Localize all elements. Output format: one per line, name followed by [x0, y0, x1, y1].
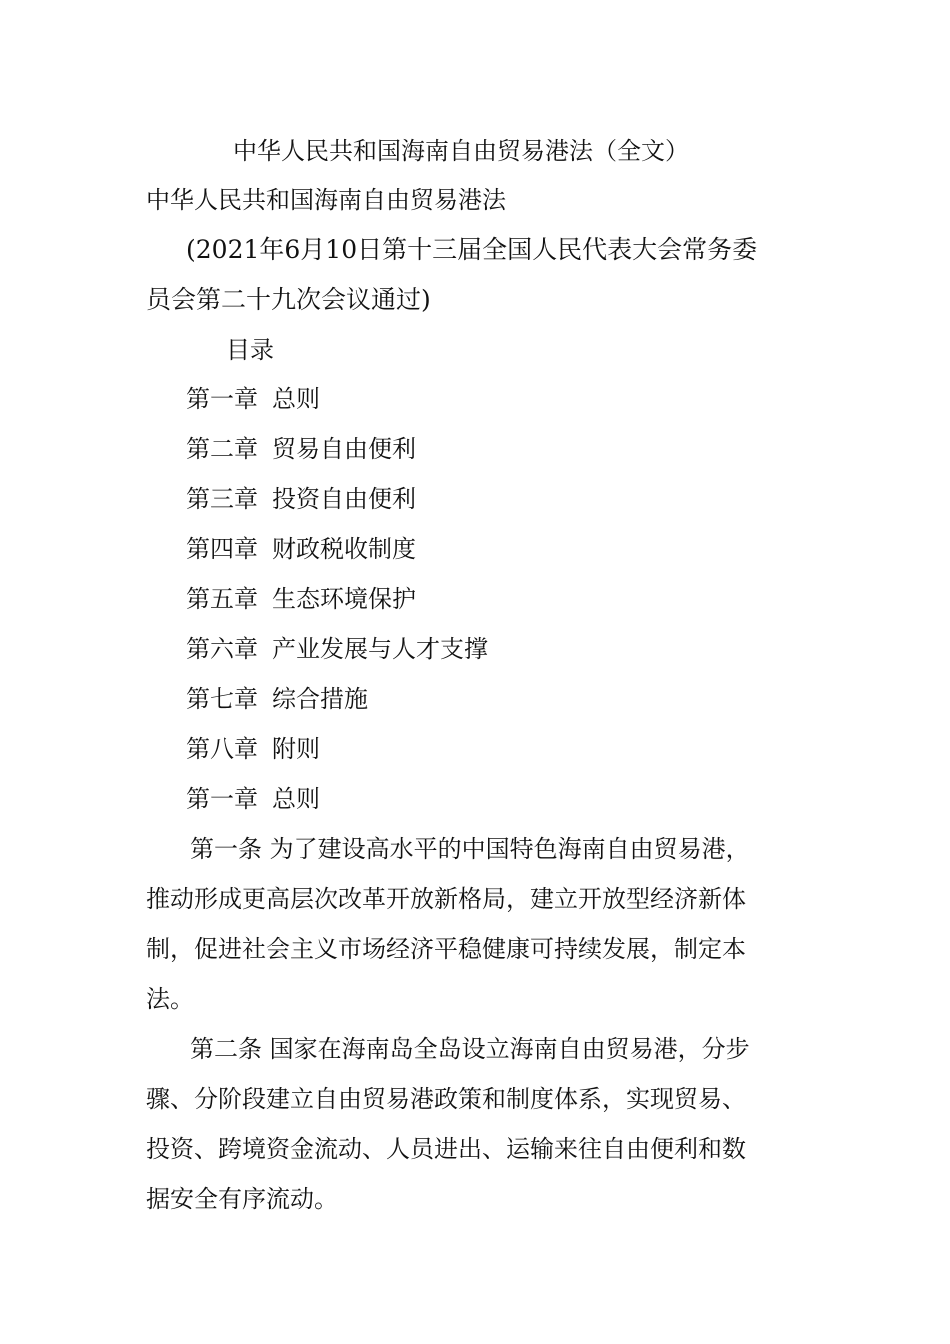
- toc-chapter-number: 第六章: [186, 635, 258, 663]
- article-1-line-1: 第一条 为了建设高水平的中国特色海南自由贸易港，: [190, 835, 750, 863]
- toc-chapter-title: 贸易自由便利: [272, 435, 416, 463]
- article-1-line-3: 制，促进社会主义市场经济平稳健康可持续发展，制定本: [146, 935, 746, 963]
- article-2-line-2: 骤、分阶段建立自由贸易港政策和制度体系，实现贸易、: [146, 1085, 746, 1113]
- chapter-heading: [186, 784, 320, 814]
- toc-chapter-title: 财政税收制度: [272, 535, 416, 563]
- toc-item: [186, 634, 488, 664]
- adoption-note-line-1: (2021年6月10日第十三届全国人民代表大会常务委: [186, 235, 758, 264]
- chapter-number: 第一章: [186, 785, 258, 813]
- law-name: 中华人民共和国海南自由贸易港法: [146, 186, 506, 214]
- document-title: 中华人民共和国海南自由贸易港法（全文）: [233, 137, 689, 165]
- toc-item: [186, 584, 416, 614]
- article-1-line-2: 推动形成更高层次改革开放新格局，建立开放型经济新体: [146, 885, 746, 913]
- article-2-line-3: 投资、跨境资金流动、人员进出、运输来往自由便利和数: [146, 1135, 746, 1163]
- toc-chapter-number: 第四章: [186, 535, 258, 563]
- toc-chapter-title: 生态环境保护: [272, 585, 416, 613]
- toc-item: [186, 484, 416, 514]
- toc-chapter-title: 附则: [272, 735, 320, 763]
- adoption-note-line-2: 员会第二十九次会议通过): [146, 285, 431, 314]
- article-2-line-1: 第二条 国家在海南岛全岛设立海南自由贸易港，分步: [190, 1035, 750, 1063]
- toc-chapter-number: 第二章: [186, 435, 258, 463]
- chapter-title: 总则: [272, 785, 320, 813]
- toc-item: [186, 734, 320, 764]
- toc-chapter-number: 第七章: [186, 685, 258, 713]
- toc-chapter-title: 投资自由便利: [272, 485, 416, 513]
- toc-chapter-title: 产业发展与人才支撑: [272, 635, 488, 663]
- toc-heading: 目录: [226, 336, 274, 364]
- toc-item: [186, 684, 368, 714]
- toc-chapter-number: 第八章: [186, 735, 258, 763]
- toc-item: [186, 384, 320, 414]
- toc-chapter-number: 第五章: [186, 585, 258, 613]
- toc-chapter-title: 综合措施: [272, 685, 368, 713]
- toc-chapter-number: 第一章: [186, 385, 258, 413]
- toc-item: [186, 534, 416, 564]
- toc-item: [186, 434, 416, 464]
- article-1-line-4: 法。: [146, 985, 194, 1013]
- toc-chapter-number: 第三章: [186, 485, 258, 513]
- toc-chapter-title: 总则: [272, 385, 320, 413]
- article-2-line-4: 据安全有序流动。: [146, 1185, 338, 1213]
